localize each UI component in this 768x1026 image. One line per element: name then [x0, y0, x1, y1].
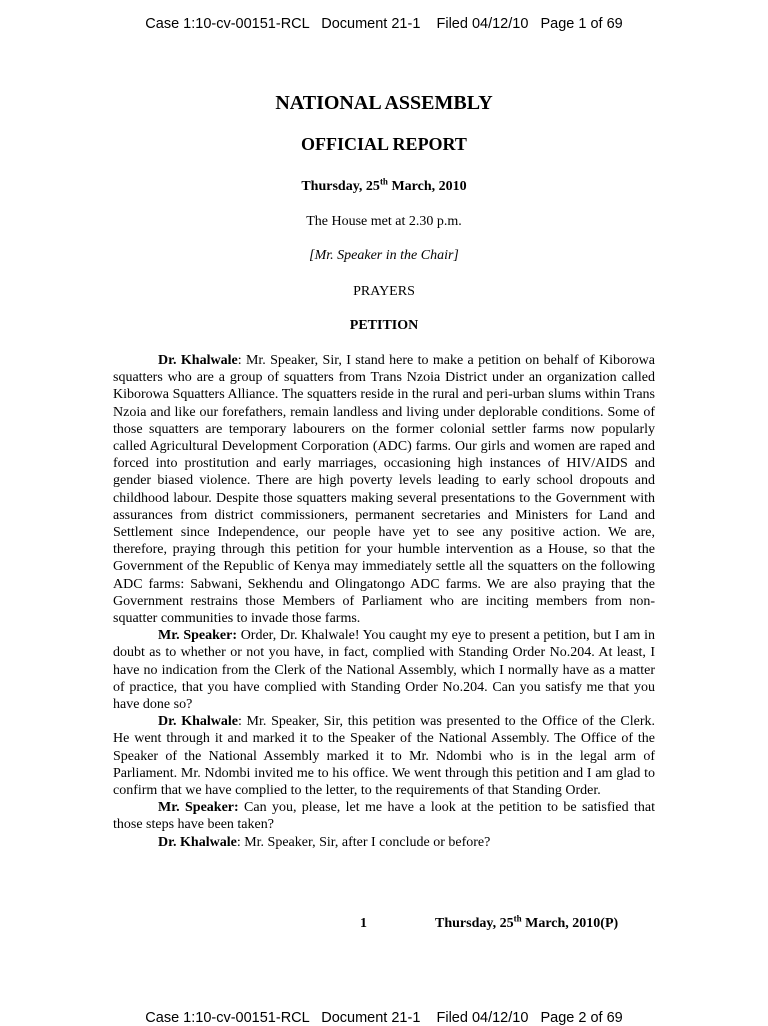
- speaker-name: Mr. Speaker:: [158, 628, 237, 644]
- paragraph: [113, 627, 655, 713]
- page-title: NATIONAL ASSEMBLY: [275, 92, 493, 114]
- paragraph-text: : Mr. Speaker, Sir, this petition was presented to the Office of the Clerk. He went through it and marked it to the Speaker of the National Assembly. The Office of the Speaker of the National Assembly marked it to Mr. Ndombi who is in the legal arm of Parliament. Mr. Ndombi invited me to his office. We went through this petition and I am glad to confirm that we have complied to the letter, to the requirements of that Standing Order.: [113, 714, 656, 799]
- house-met-line: The House met at 2.30 p.m.: [306, 214, 462, 229]
- speaker-name: Mr. Speaker:: [158, 800, 239, 816]
- sitting-date-day: Thursday, 25: [301, 179, 380, 194]
- speaker-name: Dr. Khalwale: [158, 714, 238, 730]
- paragraph-text: Can you, please, let me have a look at the petition to be satisfied that those steps have been taken?: [113, 800, 655, 833]
- footer-date-rest: March, 2010(P): [521, 916, 619, 931]
- page-subtitle: OFFICIAL REPORT: [301, 134, 467, 154]
- paragraph: [113, 352, 655, 627]
- speaker-name: Dr. Khalwale: [158, 353, 238, 368]
- case-header-bottom: Case 1:10-cv-00151-RCL Document 21-1 Filed 04/12/10 Page 2 of 69: [145, 1010, 623, 1026]
- case-header-top: Case 1:10-cv-00151-RCL Document 21-1 Filed 04/12/10 Page 1 of 69: [145, 16, 623, 32]
- footer-date-day: Thursday, 25: [435, 916, 514, 931]
- speaker-name: Dr. Khalwale: [158, 834, 237, 850]
- paragraph-text: : Mr. Speaker, Sir, I stand here to make a petition on behalf of Kiborowa squatters who are a group of squatters from Trans Nzoia District under an organization called Kiborowa Squatters Alliance. The squatters reside in the rural and peri-urban slums within Trans Nzoia and like our forefathers, remain landless and living under deplorable conditions. Some of those squatters are temporary labourers on the former colonial settler farms now popularly called Agricultural Development Corporation (ADC) farms. Our girls and women are raped and forced into prostitution and early marriages, occasioning high instances of HIV/AIDS and gender biased violence. There are high poverty levels leading to early school dropouts and childhood labour. Despite those squatters making several presentations to the Government with assurances from district commissioners, permanent secretaries and Ministers for Land and Settlement since Independence, our people have yet to see any positive action. We are, therefore, praying through this petition for your humble intervention as a House, so that the Government of the Republic of Kenya may immediately settle all the squatters on the following ADC farms: Sabwani, Sekhendu and Olingatongo ADC farms. We are also praying that the Government restrains those Members of Parliament who are inciting members from non-squatter communities to invade those farms.: [113, 353, 655, 627]
- footer-page-number: 1: [360, 916, 367, 931]
- paragraph-text: : Mr. Speaker, Sir, after I conclude or before?: [236, 834, 491, 850]
- paragraph: [113, 834, 655, 851]
- hansard-body: [113, 352, 655, 851]
- prayers-heading: PRAYERS: [353, 284, 415, 299]
- paragraph-text: Order, Dr. Khalwale! You caught my eye to present a petition, but I am in doubt as to whether or not you have, in fact, complied with Standing Order No.204. At least, I have no indication from the Clerk of the National Assembly, which I normally have as a matter of practice, that you have complied with Standing Order No.204. Can you satisfy me that you have done so?: [113, 628, 655, 713]
- sitting-date: [0, 176, 768, 195]
- sitting-date-rest: March, 2010: [387, 179, 467, 194]
- footer-date: [435, 913, 619, 932]
- chair-line: [Mr. Speaker in the Chair]: [309, 248, 459, 263]
- sitting-date-suffix: th: [379, 176, 388, 187]
- paragraph: [113, 713, 655, 799]
- footer-date-suffix: th: [513, 913, 522, 924]
- petition-heading: PETITION: [349, 318, 419, 333]
- paragraph: [113, 799, 655, 833]
